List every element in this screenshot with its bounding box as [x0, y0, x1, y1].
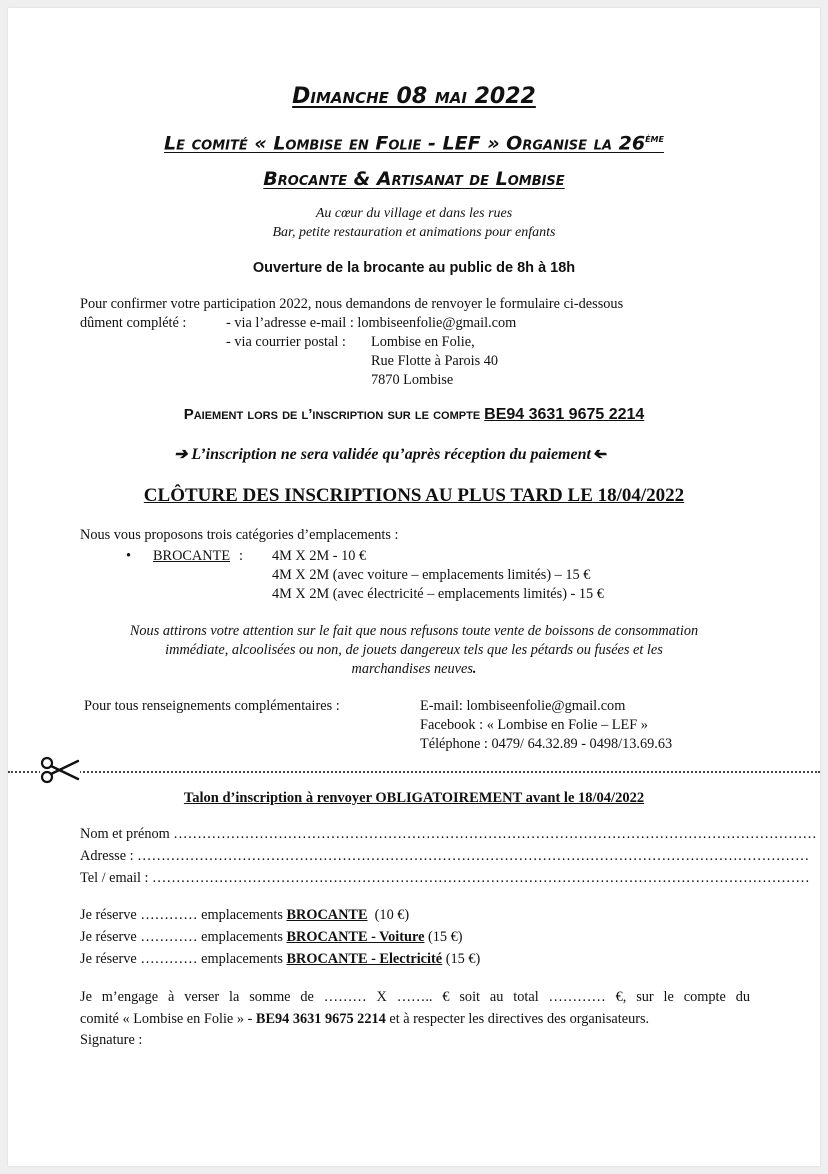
confirm-email: - via l’adresse e-mail : lombiseenfolie@gmail.com: [226, 315, 517, 331]
reserve-1-price: (10 €): [374, 907, 410, 923]
reserve-2-price: (15 €): [428, 929, 463, 945]
payment-line: [8, 406, 820, 424]
bullet-icon: •: [126, 548, 132, 564]
reserve-3-price: (15 €): [445, 951, 481, 967]
postal-city: 7870 Lombise: [371, 372, 454, 388]
postal-name: Lombise en Folie,: [371, 334, 475, 350]
scissors-icon: [40, 755, 80, 785]
engage-account: BE94 3631 9675 2214: [255, 1011, 386, 1027]
engage-line-2-a: comité « Lombise en Folie » -: [80, 1011, 253, 1027]
date-heading-text: Dimanche 08 mai 2022: [292, 84, 536, 109]
arrow-left-icon: ➔: [594, 446, 609, 463]
flyer-page: [8, 8, 820, 1166]
event-heading: [8, 168, 820, 190]
engage-line-1: Je m’engage à verser la somme de ……… X …….. € soit au total ………… €, sur le compte du: [80, 989, 750, 1005]
organizer-sup: ème: [645, 132, 664, 145]
intro-line-2: Bar, petite restauration et animations pour enfants: [272, 225, 556, 240]
opening-hours: Ouverture de la brocante au public de 8h à 18h: [252, 260, 576, 276]
contact-phone: Téléphone : 0479/ 64.32.89 - 0498/13.69.63: [420, 736, 673, 752]
category-option-1: 4M X 2M - 10 €: [272, 548, 367, 564]
tel-email-field[interactable]: Tel / email : …………………………………………………………………………………………………………………………: [80, 870, 810, 886]
engage-line-2-b: et à respecter les directives des organisateurs.: [389, 1011, 650, 1027]
reserve-1-mid: emplacements: [201, 907, 283, 923]
organizer-heading: [8, 132, 820, 154]
reserve-3-mid: emplacements: [201, 951, 283, 967]
closing-deadline: CLÔTURE DES INSCRIPTIONS AU PLUS TARD LE 18/04/2022: [143, 485, 685, 506]
reserve-row-1: Je réserve ………… emplacements BROCANTE (10 €): [80, 907, 410, 923]
categories-intro: Nous vous proposons trois catégories d’emplacements :: [80, 527, 399, 543]
reserve-1-prefix: Je réserve: [80, 907, 137, 923]
notice-line-3-text: marchandises neuves: [351, 661, 473, 677]
event-heading-text: Brocante & Artisanat de Lombise: [263, 168, 565, 190]
talon-title: Talon d’inscription à renvoyer OBLIGATOIREMENT avant le 18/04/2022: [183, 790, 645, 806]
notice-line-3: marchandises neuves.: [351, 661, 477, 677]
reserve-row-3: Je réserve ………… emplacements BROCANTE - Electricité (15 €): [80, 951, 481, 967]
arrow-right-icon: ➔: [174, 446, 188, 463]
category-option-2: 4M X 2M (avec voiture – emplacements limités) – 15 €: [272, 567, 591, 583]
engage-line-2: [80, 1011, 649, 1028]
confirm-line-1: Pour confirmer votre participation 2022, nous demandons de renvoyer le formulaire ci-dessous: [80, 296, 624, 312]
postal-label: - via courrier postal :: [226, 334, 346, 350]
cut-line: [8, 771, 820, 773]
address-field[interactable]: Adresse : ……………………………………………………………………………………………………………………………: [80, 848, 810, 864]
tel-email-label: Tel / email :: [80, 870, 149, 886]
name-field[interactable]: Nom et prénom ………………………………………………………………………………………………………………………: [80, 826, 817, 842]
organizer-heading-text: Le comité « Lombise en Folie - LEF » Organise la 26: [164, 132, 646, 155]
validation-line: [174, 444, 608, 464]
category-label: BROCANTE: [153, 548, 231, 564]
notice-line-1: Nous attirons votre attention sur le fait que nous refusons toute vente de boissons de consommation: [129, 623, 699, 639]
payment-account: BE94 3631 9675 2214: [484, 406, 645, 423]
reserve-3-type: BROCANTE - Electricité: [286, 951, 443, 967]
reserve-2-prefix: Je réserve: [80, 929, 137, 945]
reserve-3-prefix: Je réserve: [80, 951, 137, 967]
reserve-1-type: BROCANTE: [286, 907, 368, 923]
date-heading: [8, 84, 820, 109]
postal-street: Rue Flotte à Parois 40: [371, 353, 499, 369]
contact-facebook: Facebook : « Lombise en Folie – LEF »: [420, 717, 648, 733]
category-colon: :: [239, 548, 243, 564]
notice-line-2: immédiate, alcoolisées ou non, de jouets dangereux tels que les pétards ou fusées et les: [165, 642, 663, 658]
payment-prefix: Paiement lors de l’inscription sur le compte: [183, 406, 481, 423]
address-label: Adresse :: [80, 848, 134, 864]
reserve-row-2: Je réserve ………… emplacements BROCANTE - Voiture (15 €): [80, 929, 463, 945]
validation-text: L’inscription ne sera validée qu’après réception du paiement: [191, 446, 591, 463]
name-label: Nom et prénom: [80, 826, 170, 842]
intro-line-1: Au cœur du village et dans les rues: [315, 206, 513, 221]
signature-label: Signature :: [80, 1032, 143, 1048]
category-option-3: 4M X 2M (avec électricité – emplacements limités) - 15 €: [272, 586, 604, 602]
contact-label: Pour tous renseignements complémentaires :: [84, 698, 340, 714]
reserve-2-type: BROCANTE - Voiture: [286, 929, 425, 945]
reserve-2-mid: emplacements: [201, 929, 283, 945]
contact-email: E-mail: lombiseenfolie@gmail.com: [420, 698, 626, 714]
confirm-label: dûment complété :: [80, 315, 187, 331]
